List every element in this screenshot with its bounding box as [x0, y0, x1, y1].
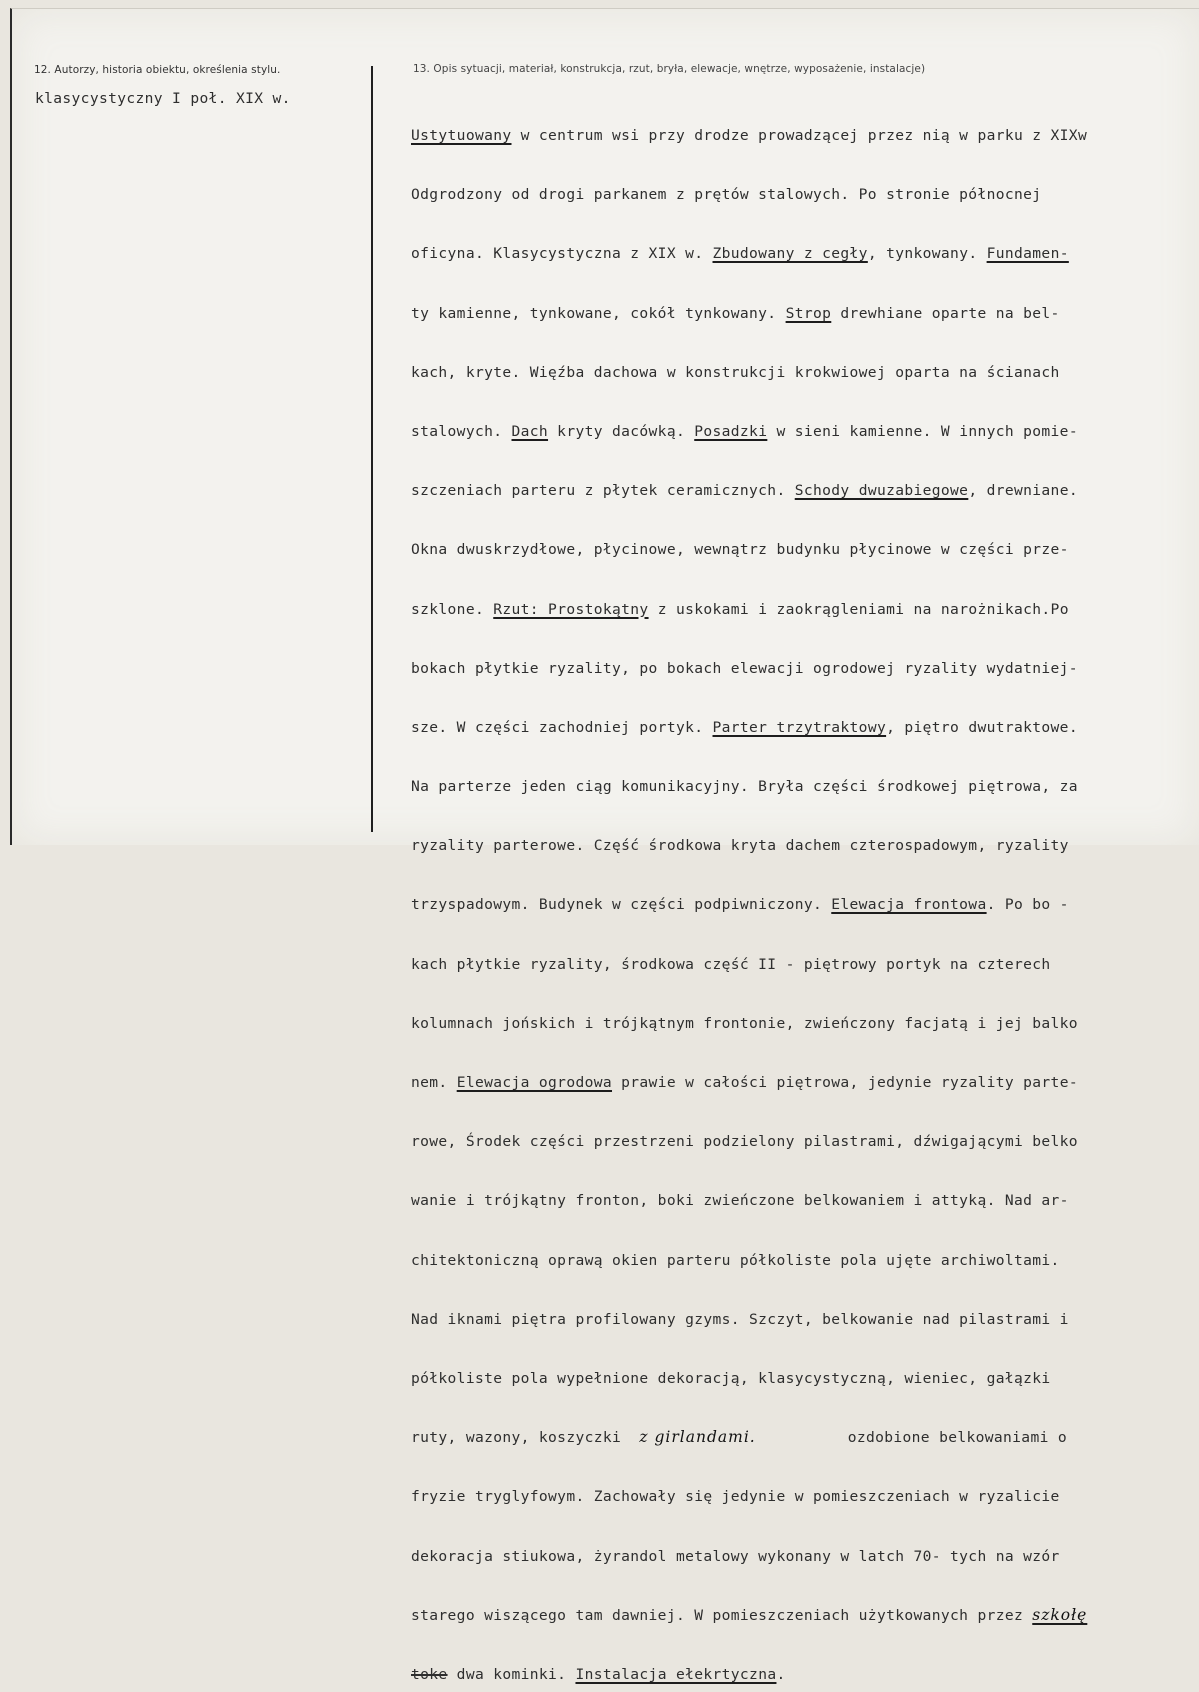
text-run: szklone.: [411, 600, 494, 618]
text-run: .: [776, 1665, 786, 1683]
underlined-term: Posadzki: [694, 422, 768, 440]
text-line: [411, 1188, 1087, 1213]
text-run: bokach płytkie ryzality, po bokach elewacji ogrodowej ryzality wydatniej-: [411, 659, 1078, 677]
text-run: drewhiane oparte na bel-: [831, 304, 1060, 322]
text-line: [411, 301, 1087, 326]
text-run: . Po bo -: [986, 896, 1069, 914]
text-line: [411, 1484, 1087, 1509]
underlined-term: Parter trzytraktowy: [712, 718, 887, 736]
underlined-term: Instalacja ełekrtyczna: [575, 1665, 777, 1683]
underlined-term: Dach: [511, 422, 549, 440]
text-run: szczeniach parteru z płytek ceramicznych.: [411, 482, 795, 500]
text-run: nem.: [411, 1074, 457, 1091]
underlined-term: Rzut: Prostokątny: [493, 600, 649, 618]
text-run: kach płytkie ryzality, środkowa część II - piętrowy portyk na czterech: [411, 955, 1051, 973]
text-run: kach, kryte. Więźba dachowa w konstrukcji krokwiowej oparta na ścianach: [411, 363, 1060, 381]
text-run: sze. W części zachodniej portyk.: [411, 718, 713, 736]
text-run: kryty dacówką.: [548, 422, 695, 440]
text-line: [411, 1129, 1087, 1154]
text-run: , drewniane.: [968, 482, 1078, 500]
text-line: [411, 656, 1087, 681]
text-line: [411, 774, 1087, 799]
text-run: półkoliste pola wypełnione dekoracją, klasycystyczną, wieniec, gałązki: [411, 1369, 1051, 1387]
text-line: [411, 1544, 1087, 1569]
text-line: [411, 597, 1087, 622]
text-line: [411, 1603, 1087, 1628]
text-line: [411, 182, 1087, 207]
text-line: [411, 1248, 1087, 1273]
text-run: w centrum wsi przy drodze prowadzącej przez nią w parku z XIXw: [511, 127, 1088, 144]
text-line: [411, 1011, 1087, 1036]
text-run: Na parterze jeden ciąg komunikacyjny. Bryła części środkowej piętrowa, za: [411, 778, 1078, 796]
text-run: ozdobione belkowaniami o: [847, 1429, 1067, 1447]
underlined-term: Zbudowany z cegły: [712, 245, 868, 263]
underlined-term: Fundamen-: [986, 245, 1069, 263]
text-run: prawie w całości piętrowa, jedynie ryzality parte-: [612, 1074, 1078, 1091]
text-run: ryzality parterowe. Część środkowa kryta dachem czterospadowym, ryzality: [411, 837, 1069, 855]
section-12-header: 12. Autorzy, historia obiektu, określenia stylu.: [34, 64, 281, 76]
text-run: chitektoniczną oprawą okien parteru półkoliste pola ujęte archiwoltami.: [411, 1251, 1060, 1269]
text-line: [411, 241, 1087, 266]
text-line: [411, 123, 1087, 148]
text-line: [411, 715, 1087, 740]
underlined-term: Strop: [785, 304, 832, 322]
text-line: [411, 419, 1087, 444]
underlined-term: Elewacja frontowa: [831, 896, 987, 914]
text-run: trzyspadowym. Budynek w części podpiwniczony.: [411, 896, 832, 914]
text-run: rowe, Środek części przestrzeni podzielony pilastrami, dźwigającymi belko: [411, 1133, 1078, 1151]
text-line: [411, 1662, 1087, 1687]
text-run: ty kamienne, tynkowane, cokół tynkowany.: [411, 304, 786, 322]
text-run: Odgrodzony od drogi parkanem z prętów stalowych. Po stronie północnej: [411, 186, 1042, 204]
handwritten-insert: z girlandami.: [639, 1428, 756, 1447]
text-run: wanie i trójkątny fronton, boki zwieńczone belkowaniem i attyką. Nad ar-: [411, 1192, 1069, 1210]
text-run: , piętro dwutraktowe.: [886, 718, 1078, 736]
style-description: klasycystyczny I poł. XIX w.: [35, 90, 291, 107]
text-line: [411, 1425, 1087, 1450]
underlined-term: Elewacja ogrodowa: [456, 1074, 613, 1091]
text-run: w sieni kamienne. W innych pomie-: [767, 422, 1078, 440]
underlined-term: Schody dwuzabiegowe: [794, 482, 969, 500]
text-run: ruty, wazony, koszyczki: [411, 1429, 640, 1447]
text-run: oficyna. Klasycystyczna z XIX w.: [411, 245, 713, 263]
object-description: [411, 89, 1087, 1692]
underlined-term: Ustytuowany: [411, 127, 512, 144]
text-line: [411, 1070, 1087, 1095]
text-run: stalowych.: [411, 422, 512, 440]
text-run: kolumnach jońskich i trójkątnym frontonie, zwieńczony facjatą i jej balko: [411, 1014, 1078, 1032]
text-line: [411, 1307, 1087, 1332]
handwritten-insert: szkołę: [1032, 1605, 1088, 1624]
text-run: , tynkowany.: [867, 245, 987, 263]
text-line: [411, 360, 1087, 385]
text-run: starego wiszącego tam dawniej. W pomieszczeniach użytkowanych przez: [411, 1606, 1033, 1624]
text-line: [411, 952, 1087, 977]
text-run: Okna dwuskrzydłowe, płycinowe, wewnątrz budynku płycinowe w części prze-: [411, 541, 1069, 559]
section-13-header: 13. Opis sytuacji, materiał, konstrukcja, rzut, bryła, elewacje, wnętrze, wyposażenie, instalacje): [413, 63, 926, 75]
text-run: dekoracja stiukowa, żyrandol metalowy wykonany w latch 70- tych na wzór: [411, 1547, 1060, 1565]
text-line: [411, 1366, 1087, 1391]
text-run: dwa kominki.: [447, 1665, 576, 1683]
text-line: [411, 478, 1087, 503]
struck-out-word: toke: [411, 1665, 448, 1683]
text-run: Nad iknami piętra profilowany gzyms. Szczyt, belkowanie nad pilastrami i: [411, 1310, 1069, 1328]
column-divider: [371, 66, 373, 832]
text-run: z uskokami i zaokrągleniami na narożnikach.Po: [648, 600, 1069, 618]
text-line: [411, 537, 1087, 562]
text-line: [411, 892, 1087, 917]
text-run: fryzie tryglyfowym. Zachowały się jedynie w pomieszczeniach w ryzalicie: [411, 1488, 1060, 1506]
